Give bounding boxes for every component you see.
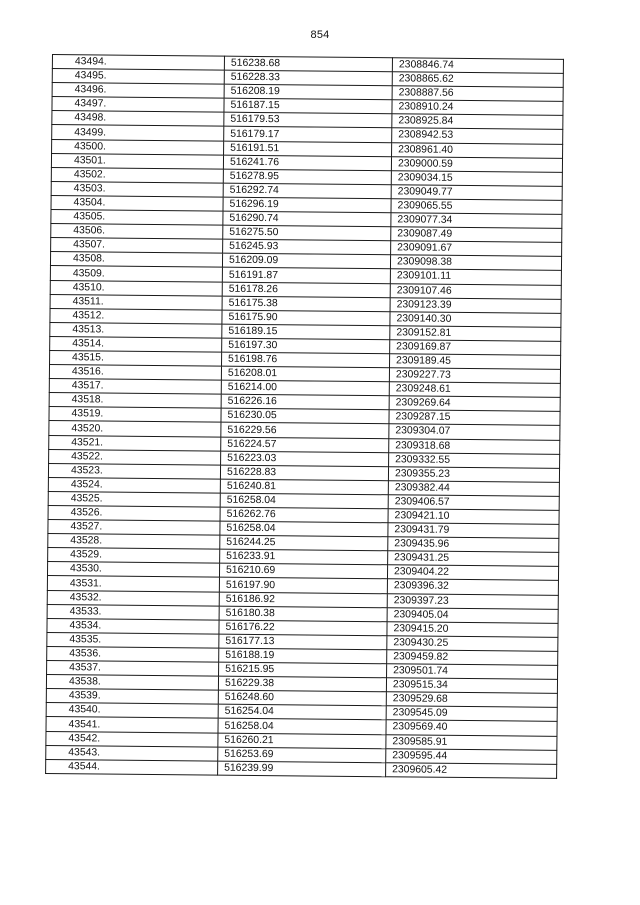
point-id-cell: 43532.: [47, 590, 219, 606]
y-coordinate-cell: 2309227.73: [389, 368, 560, 384]
y-coordinate-cell: 2308910.24: [392, 100, 563, 116]
x-coordinate-cell: 516260.21: [218, 733, 386, 749]
x-coordinate-cell: 516175.38: [222, 296, 390, 312]
x-coordinate-cell: 516223.03: [221, 451, 389, 467]
x-coordinate-cell: 516209.09: [222, 253, 390, 269]
point-id-cell: 43517.: [49, 379, 221, 395]
x-coordinate-cell: 516226.16: [221, 394, 389, 410]
point-id-cell: 43494.: [52, 55, 224, 71]
point-id-cell: 43505.: [51, 210, 223, 226]
x-coordinate-cell: 516248.60: [218, 690, 386, 706]
y-coordinate-cell: 2309091.67: [391, 241, 562, 257]
x-coordinate-cell: 516258.04: [220, 521, 388, 537]
y-coordinate-cell: 2309101.11: [390, 269, 561, 285]
x-coordinate-cell: 516254.04: [218, 704, 386, 720]
y-coordinate-cell: 2309545.09: [386, 706, 557, 722]
x-coordinate-cell: 516253.69: [218, 747, 386, 763]
point-id-cell: 43528.: [48, 534, 220, 550]
x-coordinate-cell: 516238.68: [224, 56, 392, 72]
point-id-cell: 43521.: [49, 435, 221, 451]
x-coordinate-cell: 516178.26: [222, 282, 390, 298]
point-id-cell: 43514.: [50, 336, 222, 352]
y-coordinate-cell: 2309269.64: [389, 396, 560, 412]
x-coordinate-cell: 516275.50: [223, 225, 391, 241]
point-id-cell: 43544.: [46, 759, 218, 775]
x-coordinate-cell: 516240.81: [220, 479, 388, 495]
point-id-cell: 43538.: [46, 675, 218, 691]
y-coordinate-cell: 2309585.91: [386, 734, 557, 750]
x-coordinate-cell: 516244.25: [220, 535, 388, 551]
point-id-cell: 43540.: [46, 703, 218, 719]
y-coordinate-cell: 2309435.96: [388, 537, 559, 553]
point-id-cell: 43526.: [48, 505, 220, 521]
y-coordinate-cell: 2309169.87: [390, 340, 561, 356]
point-id-cell: 43529.: [48, 548, 220, 564]
x-coordinate-cell: 516290.74: [223, 211, 391, 227]
x-coordinate-cell: 516241.76: [223, 155, 391, 171]
point-id-cell: 43522.: [49, 449, 221, 465]
x-coordinate-cell: 516189.15: [222, 324, 390, 340]
x-coordinate-cell: 516175.90: [222, 310, 390, 326]
y-coordinate-cell: 2309431.79: [388, 523, 559, 539]
point-id-cell: 43510.: [50, 280, 222, 296]
y-coordinate-cell: 2309077.34: [391, 213, 562, 229]
x-coordinate-cell: 516208.19: [224, 84, 392, 100]
point-id-cell: 43503.: [51, 181, 223, 197]
x-coordinate-cell: 516292.74: [223, 183, 391, 199]
x-coordinate-cell: 516278.95: [223, 169, 391, 185]
y-coordinate-cell: 2308961.40: [392, 142, 563, 158]
point-id-cell: 43539.: [46, 689, 218, 705]
x-coordinate-cell: 516229.38: [218, 676, 386, 692]
y-coordinate-cell: 2309405.04: [387, 607, 558, 623]
x-coordinate-cell: 516258.04: [218, 719, 386, 735]
x-coordinate-cell: 516180.38: [219, 606, 387, 622]
x-coordinate-cell: 516191.87: [222, 268, 390, 284]
x-coordinate-cell: 516191.51: [224, 141, 392, 157]
point-id-cell: 43516.: [49, 365, 221, 381]
point-id-cell: 43535.: [47, 632, 219, 648]
point-id-cell: 43509.: [50, 266, 222, 282]
point-id-cell: 43499.: [52, 125, 224, 141]
y-coordinate-cell: 2309000.59: [391, 156, 562, 172]
point-id-cell: 43498.: [52, 111, 224, 127]
y-coordinate-cell: 2308846.74: [392, 58, 563, 74]
y-coordinate-cell: 2309501.74: [387, 664, 558, 680]
y-coordinate-cell: 2309459.82: [387, 650, 558, 666]
point-id-cell: 43512.: [50, 308, 222, 324]
y-coordinate-cell: 2309318.68: [389, 438, 560, 454]
point-id-cell: 43511.: [50, 294, 222, 310]
x-coordinate-cell: 516233.91: [220, 549, 388, 565]
x-coordinate-cell: 516186.92: [219, 592, 387, 608]
point-id-cell: 43541.: [46, 717, 218, 733]
x-coordinate-cell: 516197.30: [222, 338, 390, 354]
point-id-cell: 43543.: [46, 745, 218, 761]
y-coordinate-cell: 2309430.25: [387, 636, 558, 652]
point-id-cell: 43507.: [51, 238, 223, 254]
x-coordinate-cell: 516228.33: [224, 70, 392, 86]
y-coordinate-cell: 2309140.30: [390, 311, 561, 327]
y-coordinate-cell: 2309287.15: [389, 410, 560, 426]
y-coordinate-cell: 2309065.55: [391, 199, 562, 215]
point-id-cell: 43524.: [48, 477, 220, 493]
x-coordinate-cell: 516188.19: [219, 648, 387, 664]
point-id-cell: 43537.: [47, 661, 219, 677]
y-coordinate-cell: 2309152.81: [390, 326, 561, 342]
y-coordinate-cell: 2309382.44: [388, 481, 559, 497]
y-coordinate-cell: 2309431.25: [388, 551, 559, 567]
point-id-cell: 43542.: [46, 731, 218, 747]
point-id-cell: 43504.: [51, 195, 223, 211]
y-coordinate-cell: 2309123.39: [390, 297, 561, 313]
x-coordinate-cell: 516296.19: [223, 197, 391, 213]
x-coordinate-cell: 516214.00: [221, 380, 389, 396]
point-id-cell: 43496.: [52, 83, 224, 99]
point-id-cell: 43500.: [52, 139, 224, 155]
x-coordinate-cell: 516258.04: [220, 493, 388, 509]
point-id-cell: 43519.: [49, 407, 221, 423]
x-coordinate-cell: 516197.90: [219, 578, 387, 594]
x-coordinate-cell: 516239.99: [218, 761, 386, 777]
y-coordinate-cell: 2309569.40: [386, 720, 557, 736]
y-coordinate-cell: 2309404.22: [387, 565, 558, 581]
point-id-cell: 43536.: [47, 646, 219, 662]
x-coordinate-cell: 516262.76: [220, 507, 388, 523]
y-coordinate-cell: 2309421.10: [388, 509, 559, 525]
point-id-cell: 43525.: [48, 491, 220, 507]
x-coordinate-cell: 516179.53: [224, 113, 392, 129]
y-coordinate-cell: 2309189.45: [390, 354, 561, 370]
x-coordinate-cell: 516215.95: [219, 662, 387, 678]
y-coordinate-cell: 2308887.56: [392, 86, 563, 102]
x-coordinate-cell: 516179.17: [224, 127, 392, 143]
point-id-cell: 43530.: [47, 562, 219, 578]
y-coordinate-cell: 2309355.23: [388, 466, 559, 482]
y-coordinate-cell: 2309248.61: [389, 382, 560, 398]
point-id-cell: 43513.: [50, 322, 222, 338]
page-number: 854: [310, 29, 330, 41]
y-coordinate-cell: 2309595.44: [386, 748, 557, 764]
x-coordinate-cell: 516176.22: [219, 620, 387, 636]
point-id-cell: 43508.: [50, 252, 222, 268]
y-coordinate-cell: 2309049.77: [391, 185, 562, 201]
y-coordinate-cell: 2309107.46: [390, 283, 561, 299]
point-id-cell: 43518.: [49, 393, 221, 409]
x-coordinate-cell: 516228.83: [220, 465, 388, 481]
y-coordinate-cell: 2308865.62: [392, 72, 563, 88]
y-coordinate-cell: 2309605.42: [386, 762, 557, 778]
point-id-cell: 43495.: [52, 69, 224, 85]
point-id-cell: 43523.: [48, 463, 220, 479]
y-coordinate-cell: 2309415.20: [387, 621, 558, 637]
point-id-cell: 43520.: [49, 421, 221, 437]
x-coordinate-cell: 516230.05: [221, 408, 389, 424]
x-coordinate-cell: 516198.76: [222, 352, 390, 368]
y-coordinate-cell: 2309397.23: [387, 593, 558, 609]
point-id-cell: 43497.: [52, 97, 224, 113]
x-coordinate-cell: 516224.57: [221, 437, 389, 453]
x-coordinate-cell: 516229.56: [221, 423, 389, 439]
x-coordinate-cell: 516245.93: [223, 239, 391, 255]
y-coordinate-cell: 2309332.55: [389, 452, 560, 468]
point-id-cell: 43534.: [47, 618, 219, 634]
x-coordinate-cell: 516208.01: [221, 366, 389, 382]
point-id-cell: 43531.: [47, 576, 219, 592]
y-coordinate-cell: 2309034.15: [391, 171, 562, 187]
x-coordinate-cell: 516187.15: [224, 98, 392, 114]
point-id-cell: 43533.: [47, 604, 219, 620]
y-coordinate-cell: 2308942.53: [392, 128, 563, 144]
y-coordinate-cell: 2309406.57: [388, 495, 559, 511]
y-coordinate-cell: 2309098.38: [390, 255, 561, 271]
point-id-cell: 43506.: [51, 224, 223, 240]
y-coordinate-cell: 2309087.49: [391, 227, 562, 243]
x-coordinate-cell: 516210.69: [219, 564, 387, 580]
y-coordinate-cell: 2309515.34: [386, 678, 557, 694]
y-coordinate-cell: 2309304.07: [389, 424, 560, 440]
y-coordinate-cell: 2308925.84: [392, 114, 563, 130]
point-id-cell: 43502.: [51, 167, 223, 183]
point-id-cell: 43515.: [50, 350, 222, 366]
point-id-cell: 43527.: [48, 520, 220, 536]
x-coordinate-cell: 516177.13: [219, 634, 387, 650]
y-coordinate-cell: 2309529.68: [386, 692, 557, 708]
coordinates-table-body: [46, 55, 564, 779]
y-coordinate-cell: 2309396.32: [387, 579, 558, 595]
point-id-cell: 43501.: [51, 153, 223, 169]
coordinates-table: [45, 54, 564, 779]
